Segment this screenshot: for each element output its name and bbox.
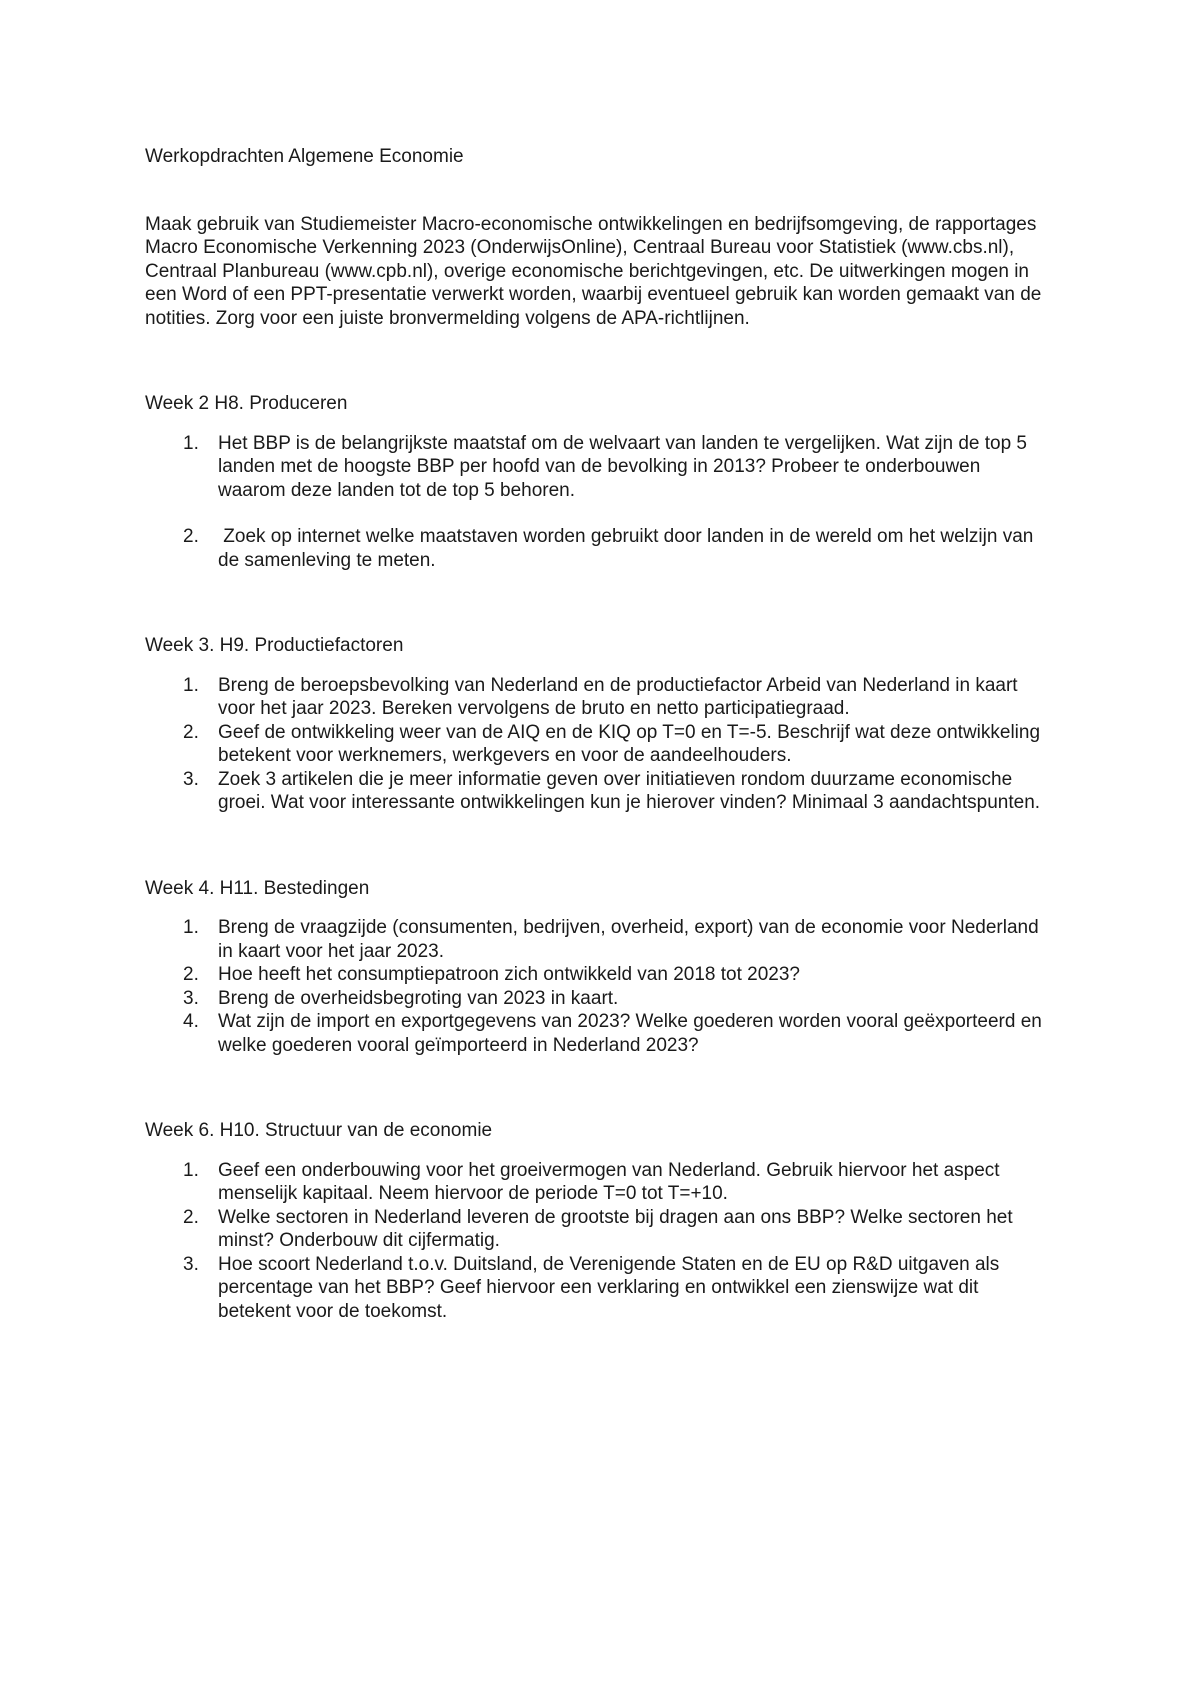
- task-text: Breng de beroepsbevolking van Nederland en de productiefactor Arbeid van Nederland in kaart voor het jaar 2023. Bereken vervolgens de bruto en netto participatiegraad.: [218, 674, 1018, 719]
- task-number: 2.: [183, 964, 199, 985]
- task-item: [145, 1253, 1050, 1324]
- task-number: 3.: [183, 987, 199, 1009]
- task-text: Breng de vraagzijde (consumenten, bedrijven, overheid, export) van de economie voor Nederland in kaart voor het jaar 2023.: [218, 917, 1039, 962]
- task-text: Het BBP is de belangrijkste maatstaf om de welvaart van landen te vergelijken. Wat zijn de top 5 landen met de hoogste BBP per hoofd van de bevolking in 2013? Probeer te onderbouwen waarom deze landen tot de top 5 behoren.: [218, 432, 1027, 501]
- task-item: [145, 525, 1050, 572]
- task-item: [145, 963, 1050, 987]
- task-number: 1.: [183, 432, 199, 454]
- task-number: 2.: [183, 1206, 199, 1228]
- task-text: Hoe scoort Nederland t.o.v. Duitsland, de Verenigende Staten en de EU op R&D uitgaven als percentage van het BBP? Geef hiervoor een verklaring en ontwikkel een zienswijze wat dit betekent voor de toekomst.: [218, 1253, 1000, 1322]
- task-number: 1.: [183, 1159, 199, 1181]
- task-list: [145, 916, 1060, 1057]
- task-list: [145, 674, 1060, 815]
- task-item: [145, 1010, 1050, 1057]
- task-number: 1.: [183, 674, 199, 696]
- task-number: 1.: [183, 917, 199, 938]
- task-number: 3.: [183, 1253, 199, 1275]
- task-item: [145, 432, 1050, 503]
- week-section-4: [145, 877, 1060, 1058]
- task-text: Breng de overheidsbegroting van 2023 in kaart.: [218, 987, 619, 1009]
- task-text: Wat zijn de import en exportgegevens van 2023? Welke goederen worden vooral geëxporteerd en welke goederen vooral geïmporteerd in Nederland 2023?: [218, 1011, 1042, 1056]
- task-text: Zoek 3 artikelen die je meer informatie geven over initiatieven rondom duurzame economische groei. Wat voor interessante ontwikkelingen kun je hierover vinden? Minimaal 3 aandachtspunten.: [218, 768, 1041, 813]
- task-number: 2.: [183, 721, 199, 743]
- task-item: [145, 721, 1050, 768]
- week-section-2: [145, 392, 1060, 572]
- task-number: 3.: [183, 768, 199, 790]
- task-text: Geef de ontwikkeling weer van de AIQ en de KIQ op T=0 en T=-5. Beschrijf wat deze ontwikkeling betekent voor werknemers, werkgevers en voor de aandeelhouders.: [218, 721, 1041, 766]
- intro-paragraph: Maak gebruik van Studiemeister Macro-economische ontwikkelingen en bedrijfsomgeving, de rapportages Macro Economische Verkenning 2023 (OnderwijsOnline), Centraal Bureau voor Statistiek (www.cbs.nl), Centraal Planbureau (www.cpb.nl), overige economische berichtgevingen, etc. De uitwerkingen mogen in een Word of een PPT-presentatie verwerkt worden, waarbij eventueel gebruik kan worden gemaakt van de notities. Zorg voor een juiste bronvermelding volgens de APA-richtlijnen.: [145, 213, 1042, 329]
- task-list: [145, 432, 1060, 573]
- week-section-6: [145, 1119, 1060, 1323]
- task-list: [145, 1159, 1060, 1324]
- week-heading: Week 6. H10. Structuur van de economie: [145, 1120, 493, 1141]
- task-text: Hoe heeft het consumptiepatroon zich ontwikkeld van 2018 tot 2023?: [218, 964, 800, 985]
- week-section-3: [145, 634, 1060, 815]
- task-text: Welke sectoren in Nederland leveren de grootste bij dragen aan ons BBP? Welke sectoren het minst? Onderbouw dit cijfermatig.: [218, 1206, 1013, 1251]
- task-item: [145, 987, 1050, 1011]
- task-number: 4.: [183, 1011, 199, 1032]
- task-item: [145, 1159, 1050, 1206]
- task-text: Zoek op internet welke maatstaven worden gebruikt door landen in de wereld om het welzijn van de samenleving te meten.: [218, 526, 1039, 571]
- task-item: [145, 916, 1050, 963]
- week-heading: Week 2 H8. Produceren: [145, 393, 348, 414]
- task-number: 2.: [183, 526, 199, 547]
- week-heading: Week 4. H11. Bestedingen: [145, 877, 370, 899]
- task-item: [145, 674, 1050, 721]
- task-item: [145, 1206, 1050, 1253]
- document-title: Werkopdrachten Algemene Economie: [145, 146, 464, 167]
- week-heading: Week 3. H9. Productiefactoren: [145, 635, 404, 656]
- task-text: Geef een onderbouwing voor het groeivermogen van Nederland. Gebruik hiervoor het aspect menselijk kapitaal. Neem hiervoor de periode T=0 tot T=+10.: [218, 1159, 1000, 1204]
- task-item: [145, 768, 1050, 815]
